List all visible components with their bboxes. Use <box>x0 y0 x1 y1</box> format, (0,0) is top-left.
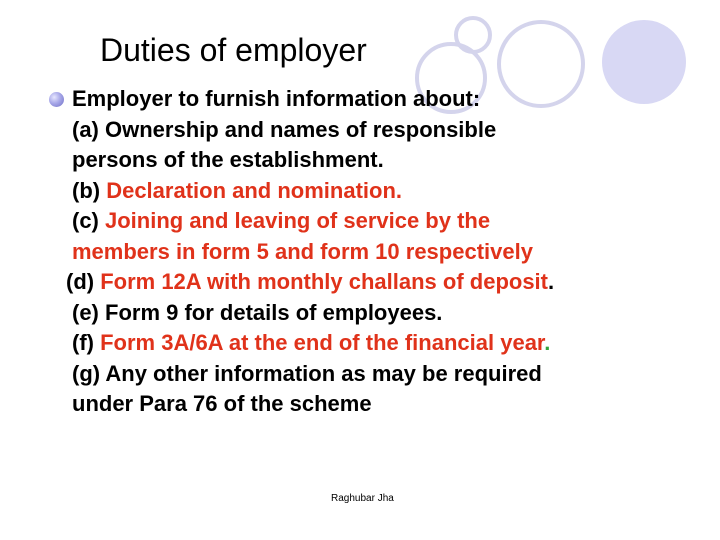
text-segment: (b) <box>72 177 107 203</box>
list-item-a-continued <box>72 145 554 176</box>
text-segment: (f) <box>72 330 101 355</box>
text-segment-green: . <box>544 330 551 355</box>
slide-title: Duties of employer <box>100 32 367 68</box>
text-segment: (e) Form 9 for details of employees. <box>72 299 443 325</box>
list-item-c-continued <box>72 237 554 268</box>
text-segment: Employer to furnish information about: <box>72 86 481 111</box>
text-segment-red: Declaration and nomination. <box>106 177 403 203</box>
slide-body <box>66 84 555 420</box>
text-segment-red: Form 12A with monthly challans of deposit <box>100 269 548 294</box>
list-item-b <box>72 176 554 207</box>
list-item-d <box>66 267 554 298</box>
text-segment: under Para 76 of the scheme <box>72 391 372 416</box>
text-segment: (g) Any other information as may be required <box>72 360 542 386</box>
slide-footer-author: Raghubar Jha <box>331 493 394 504</box>
bullet-circle-icon <box>49 92 64 107</box>
text-segment-red: Form 3A/6A at the end of the financial year <box>100 330 545 355</box>
list-item-g-continued <box>72 389 554 420</box>
list-item-g <box>72 359 554 390</box>
list-item-e <box>72 298 554 329</box>
list-item-c <box>72 206 554 237</box>
text-segment: persons of the establishment. <box>72 147 384 172</box>
text-segment: . <box>548 269 555 294</box>
deco-circle-solid <box>602 20 686 104</box>
text-segment-red: members in form 5 and form 10 respectively <box>72 238 533 264</box>
text-segment: (a) Ownership and names of responsible <box>72 116 497 142</box>
text-segment: (d) <box>66 269 101 294</box>
text-segment-red: Joining and leaving of service by the <box>105 208 491 233</box>
list-item-heading <box>72 84 554 115</box>
list-item-a <box>72 115 554 146</box>
list-item-f <box>72 328 554 359</box>
text-segment: (c) <box>72 208 105 233</box>
